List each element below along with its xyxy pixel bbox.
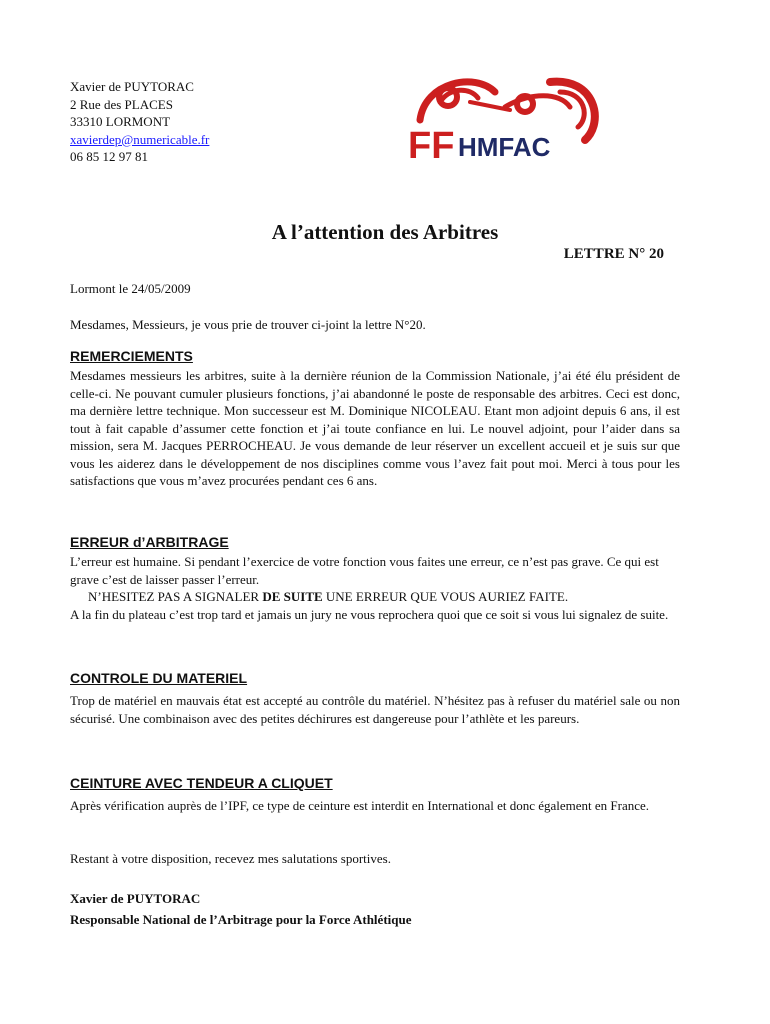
intro-text: Mesdames, Messieurs, je vous prie de trouver ci-joint la lettre N°20. — [70, 317, 426, 332]
emphasis-bold: DE SUITE — [262, 589, 323, 604]
heading-erreur: ERREUR d’ARBITRAGE — [70, 534, 229, 550]
sender-name: Xavier de PUYTORAC — [70, 79, 194, 94]
letter-number: LETTRE N° 20 — [563, 246, 664, 262]
logo-ff: FF — [408, 125, 455, 167]
signature-name: Xavier de PUYTORAC — [70, 891, 201, 906]
sender-street: 2 Rue des PLACES — [70, 96, 173, 112]
closing-text: Restant à votre disposition, recevez mes salutations sportives. — [70, 851, 391, 866]
erreur-line-1: L’erreur est humaine. Si pendant l’exercice de votre fonction vous faites une erreur, ce n’est pas grave. Ce qui est grave c’est de laisser passer l’erreur. — [70, 554, 659, 587]
controle-text: Trop de matériel en mauvais état est accepté au contrôle du matériel. N’hésitez pas à refuser du matériel sale ou non sécurisé. Une combinaison avec des petites déchirures est dangereuse pour l’athlète et les pareurs. — [70, 693, 680, 726]
ffhmfac-logo — [400, 62, 610, 172]
heading-remerciements: REMERCIEMENTS — [70, 348, 193, 364]
sender-city: 33310 LORMONT — [70, 114, 171, 129]
sender-address — [70, 78, 209, 166]
sender-email-link[interactable]: xavierdep@numericable.fr — [70, 131, 210, 147]
sender-phone: 06 85 12 97 81 — [70, 149, 148, 164]
signature-role: Responsable National de l’Arbitrage pour la Force Athlétique — [70, 912, 412, 927]
heading-controle: CONTROLE DU MATERIEL — [70, 670, 248, 686]
heading-ceinture: CEINTURE AVEC TENDEUR A CLIQUET — [70, 775, 333, 791]
erreur-line-3: A la fin du plateau c’est trop tard et jamais un jury ne vous reprochera quoi que ce soit si vous lui signalez de suite. — [70, 606, 669, 622]
logo-hmfac: HMFAC — [458, 132, 551, 162]
remerciements-text: Mesdames messieurs les arbitres, suite à la dernière réunion de la Commission Nationale, j’ai été élu président de celle-ci. Ne pouvant cumuler plusieurs fonctions, j’ai abandonné le poste de responsable des arbitres. Ceci est donc, ma dernière lettre technique. Mon successeur est M. Dominique NICOLEAU. Etant mon adjoint depuis 6 ans, il est tout à fait capable d’assumer cette fonction et j’ai toute confiance en lui. Le nouvel adjoint, pour l’aider dans sa mission, sera M. Jacques PERROCHEAU. Je vous demande de leur réserver un excellent accueil et je suis sur que vous les aiderez dans le développement de nos disciplines comme vous l’avez fait pout moi. Merci à tous pour les satisfactions que vous m’avez procurées pendant ces 6 ans. — [70, 368, 680, 488]
erreur-text — [70, 553, 680, 623]
erreur-emphasis: N’HESITEZ PAS A SIGNALER DE SUITE UNE ERREUR QUE VOUS AURIEZ FAITE. — [88, 589, 569, 604]
letter-date: Lormont le 24/05/2009 — [70, 281, 191, 296]
ceinture-text: Après vérification auprès de l’IPF, ce type de ceinture est interdit en International et donc également en France. — [70, 798, 650, 813]
page-title: A l’attention des Arbitres — [271, 220, 499, 244]
